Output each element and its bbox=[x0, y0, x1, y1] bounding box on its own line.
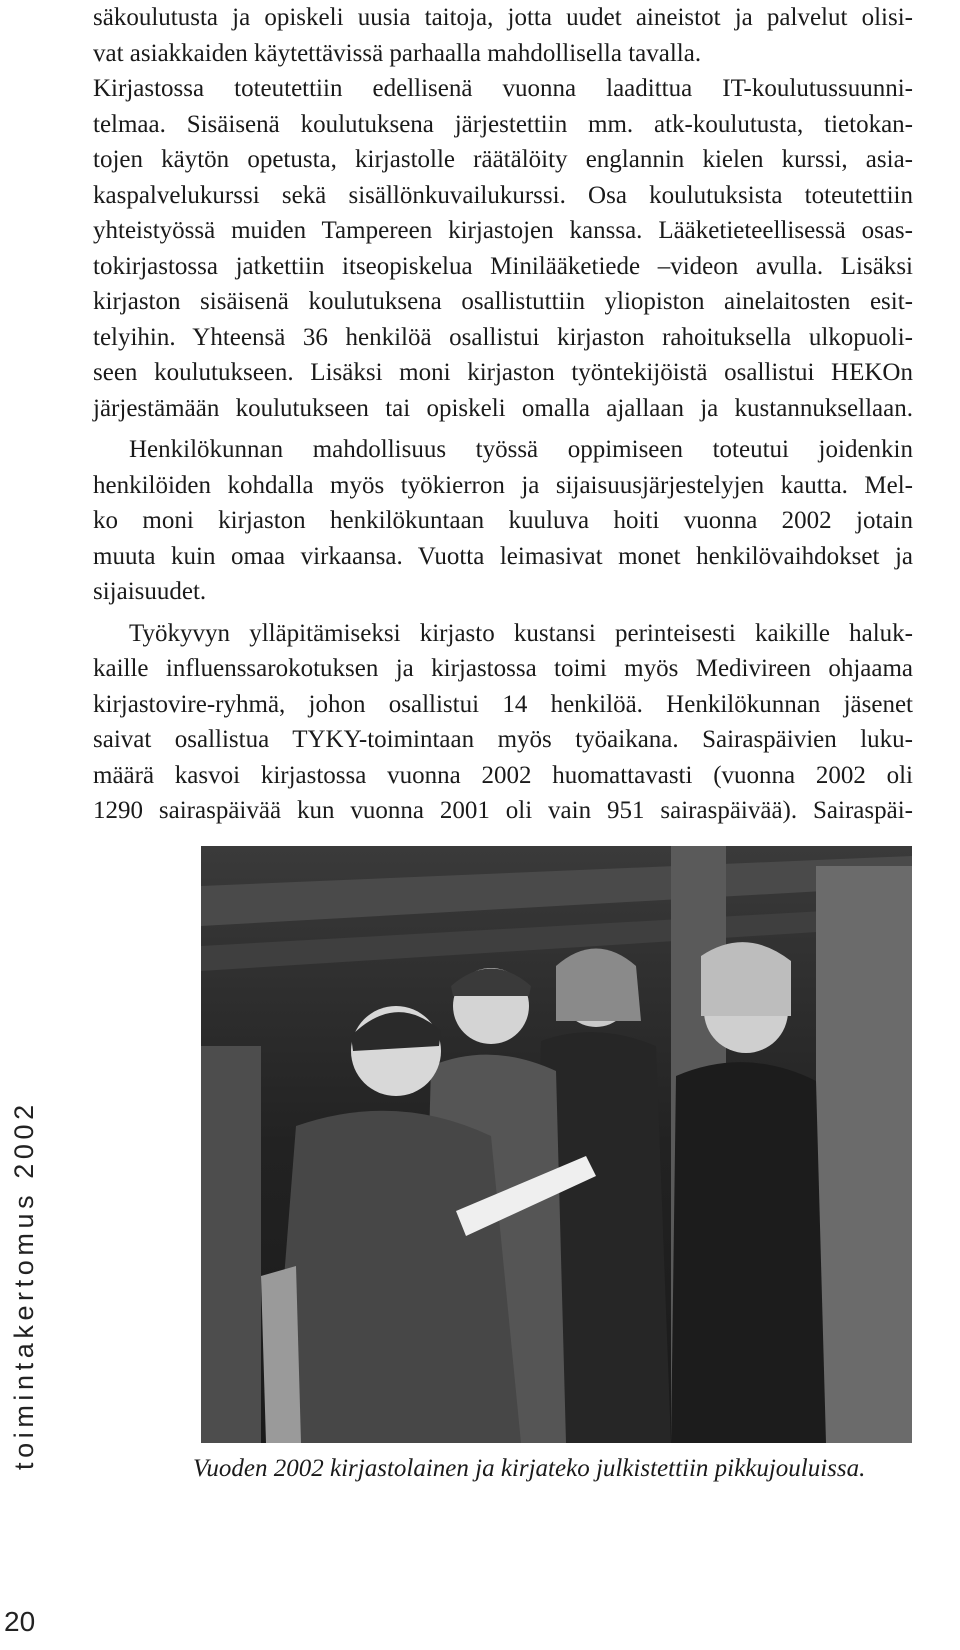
text-line: 1290 sairaspäivää kun vuonna 2001 oli vain 951 sairaspäivää). Sairaspäi- bbox=[93, 797, 913, 824]
running-title: toimintakertomus 2002 bbox=[9, 1100, 39, 1470]
text-line: kirjaston sisäisenä koulutuksena osallistuttiin yliopiston ainelaitosten esit- bbox=[93, 288, 913, 315]
text-line: Henkilökunnan mahdollisuus työssä oppimiseen toteutui joidenkin bbox=[129, 436, 913, 463]
text-line: ko moni kirjaston henkilökuntaan kuuluva hoiti vuonna 2002 jotain bbox=[93, 507, 913, 534]
text-line: telmaa. Sisäisenä koulutuksena järjestettiin mm. atk-koulutusta, tietokan- bbox=[93, 110, 913, 138]
text-line: säkoulutusta ja opiskeli uusia taitoja, jotta uudet aineistot ja palvelut olisi- bbox=[93, 4, 913, 31]
text-line: Työkyvyn ylläpitämiseksi kirjasto kustansi perinteisesti kaikille haluk- bbox=[129, 619, 913, 647]
text-line: telyihin. Yhteensä 36 henkilöä osallistui kirjaston rahoituksella ulkopuoli- bbox=[93, 323, 913, 351]
text-line: tojen käytön opetusta, kirjastolle räätälöity englannin kielen kurssi, asia- bbox=[93, 146, 913, 173]
text-line: Kirjastossa toteutettiin edellisenä vuonna laadittua IT-koulutussuunni- bbox=[93, 75, 913, 102]
text-line: saivat osallistua TYKY-toimintaan myös työaikana. Sairaspäivien luku- bbox=[93, 726, 913, 753]
text-line: kaille influenssarokotuksen ja kirjastossa toimi myös Medivireen ohjaama bbox=[93, 655, 913, 682]
text-line: yhteistyössä muiden Tampereen kirjastojen kanssa. Lääketieteellisessä osas- bbox=[93, 217, 913, 244]
event-photo bbox=[201, 846, 912, 1443]
text-line: sijaisuudet. bbox=[93, 578, 207, 605]
text-line: kaspalvelukurssi sekä sisällönkuvailukurssi. Osa koulutuksista toteutettiin bbox=[93, 181, 913, 209]
text-line: henkilöiden kohdalla myös työkierron ja sijaisuusjärjestelyjen kautta. Mel- bbox=[93, 471, 913, 499]
text-line: järjestämään koulutukseen tai opiskeli omalla ajallaan ja kustannuksellaan. bbox=[93, 394, 913, 422]
text-line: kirjastovire-ryhmä, johon osallistui 14 henkilöä. Henkilökunnan jäsenet bbox=[93, 690, 913, 718]
page-number: 20 bbox=[4, 1606, 36, 1637]
text-line: tokirjastossa jatkettiin itseopiskelua Minilääketiede –videon avulla. Lisäksi bbox=[93, 252, 913, 280]
photo-caption: Vuoden 2002 kirjastolainen ja kirjateko julkistettiin pikkujouluissa. bbox=[193, 1455, 866, 1482]
body-text bbox=[93, 0, 913, 829]
text-line: määrä kasvoi kirjastossa vuonna 2002 huomattavasti (vuonna 2002 oli bbox=[93, 761, 913, 789]
text-line: muuta kuin omaa virkaansa. Vuotta leimasivat monet henkilövaihdokset ja bbox=[93, 542, 913, 570]
text-line: seen koulutukseen. Lisäksi moni kirjaston työntekijöistä osallistui HEKOn bbox=[93, 359, 913, 386]
text-line: vat asiakkaiden käytettävissä parhaalla mahdollisella tavalla. bbox=[93, 39, 702, 67]
